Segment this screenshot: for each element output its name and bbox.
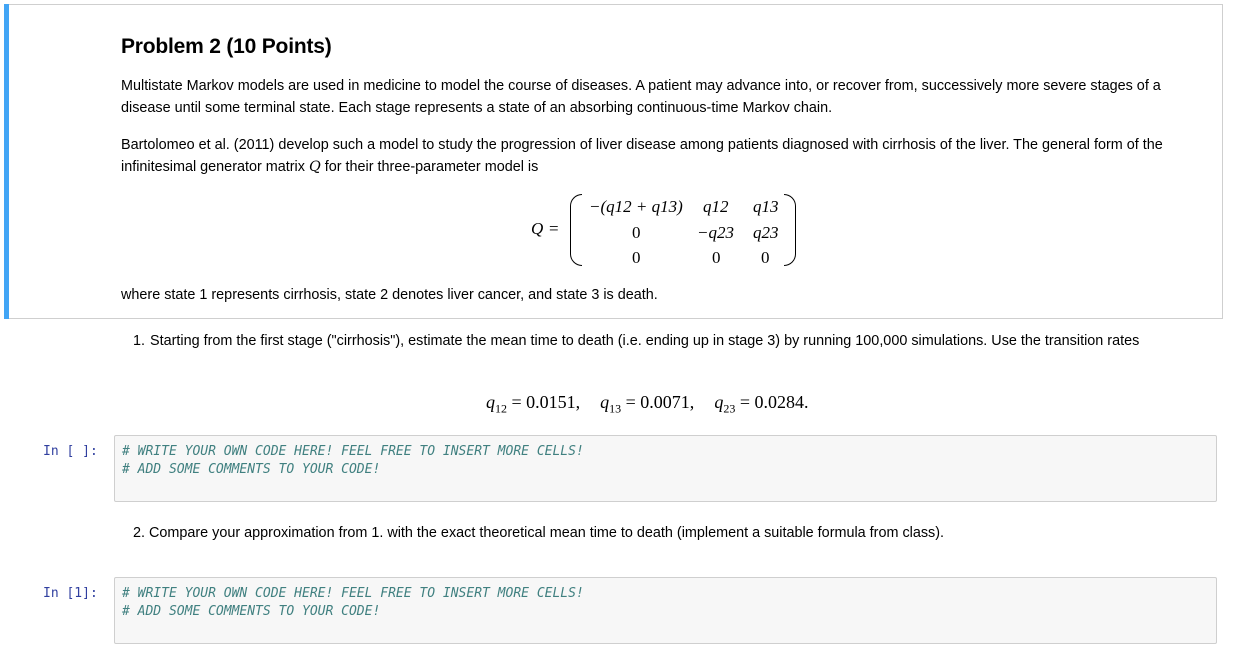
q-symbol: Q	[308, 159, 321, 175]
task-1-number: 1.	[133, 333, 146, 349]
code-comment-line: # ADD SOME COMMENTS TO YOUR CODE!	[122, 604, 381, 619]
left-paren	[570, 194, 582, 266]
task-2-text: 2. Compare your approximation from 1. with the exact theoretical mean time to death (implement a suitable formula from class).	[133, 525, 945, 541]
matrix-cell-r1c1: −(q12 + q13)	[589, 197, 683, 216]
matrix-cell-r2c3: q23	[753, 223, 779, 242]
matrix-equals: =	[549, 219, 559, 238]
generator-matrix	[531, 191, 811, 271]
matrix-cell-r1c2: q12	[703, 197, 729, 216]
generator-paragraph	[121, 134, 1211, 178]
code-cell-1-prompt: In [ ]:	[43, 444, 98, 459]
markdown-cell-problem[interactable]	[4, 4, 1223, 319]
matrix-cell-r2c1: 0	[632, 223, 641, 242]
code-comment-line: # ADD SOME COMMENTS TO YOUR CODE!	[122, 462, 381, 477]
matrix-cell-r3c2: 0	[712, 248, 721, 267]
transition-rates-formula: $q_{12} = 0.0151$, $q_{13} = 0.0071$, $q_{23} = 0.0284$.	[486, 392, 809, 416]
states-paragraph: where state 1 represents cirrhosis, state 2 denotes liver cancer, and state 3 is death.	[121, 287, 658, 303]
problem-title: Problem 2 (10 Points)	[121, 35, 332, 58]
code-comment-line: # WRITE YOUR OWN CODE HERE! FEEL FREE TO INSERT MORE CELLS!	[122, 444, 584, 459]
matrix-cell-r3c1: 0	[632, 248, 641, 267]
cell-selection-bar	[4, 4, 9, 319]
code-comment-line: # WRITE YOUR OWN CODE HERE! FEEL FREE TO INSERT MORE CELLS!	[122, 586, 584, 601]
code-cell-2-prompt: In [1]:	[43, 586, 98, 601]
rate-q23-value: = 0.0284.	[739, 392, 809, 412]
task-1-text: Starting from the first stage ("cirrhosis"), estimate the mean time to death (i.e. ending up in stage 3) by running 100,000 simulations. Use the transition rates	[150, 333, 1140, 349]
generator-text-after: for their three-parameter model is	[320, 159, 539, 175]
right-paren	[784, 194, 796, 266]
code-cell-2-editor[interactable]	[114, 577, 1217, 644]
rate-q13-value: = 0.0071,	[625, 392, 695, 412]
rate-q12-value: = 0.0151,	[511, 392, 581, 412]
code-cell-1-editor[interactable]	[114, 435, 1217, 502]
matrix-lhs: Q	[531, 219, 544, 238]
intro-paragraph: Multistate Markov models are used in medicine to model the course of diseases. A patient may advance into, or recover from, successively more severe stages of a disease until some terminal state. Each stage represents a state of an absorbing continuous-time Markov chain.	[121, 78, 1161, 116]
matrix-cell-r2c2: −q23	[697, 223, 734, 242]
matrix-cell-r3c3: 0	[761, 248, 770, 267]
generator-text-before: Bartolomeo et al. (2011) develop such a model to study the progression of liver disease among patients diagnosed with cirrhosis of the liver. The general form of the infinitesimal generator matrix	[121, 137, 1163, 175]
matrix-cell-r1c3: q13	[753, 197, 779, 216]
